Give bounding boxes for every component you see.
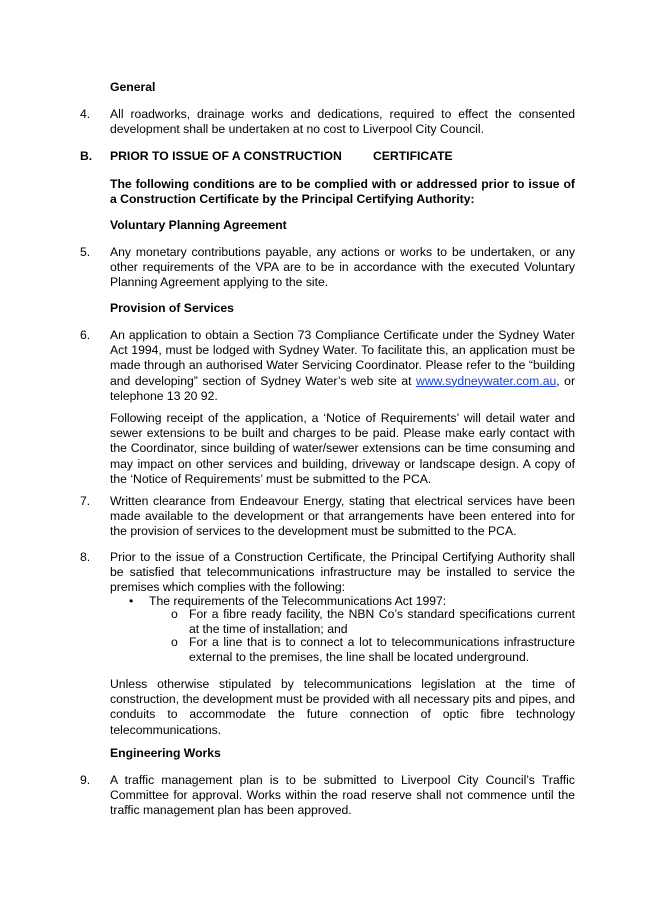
section-b-intro: The following conditions are to be complied with or addressed prior to issue of a Construction Certificate by the Principal Certifying Authority:	[110, 177, 575, 207]
sub-bullet-marker-1: o	[171, 607, 178, 621]
item-7-text: Written clearance from Endeavour Energy, stating that electrical services have been made available to the development or that arrangements have been entered into for the provision of services to the development must be submitted to the PCA.	[110, 494, 575, 539]
item-6-text-part1: An application to obtain a Section 73 Compliance Certificate under the Sydney Water Act 1994, must be lodged with Sydney Water. To facilitate this, an application must be made through an authorised Water Servicing Coordinator. Please refer to the “building and developing” section of Sydney Water’s web site at	[110, 328, 575, 388]
item-8-number: 8.	[80, 550, 91, 564]
bullet-marker: •	[129, 594, 134, 608]
item-5-text: Any monetary contributions payable, any actions or works to be undertaken, or any other requirements of the VPA are to be in accordance with the executed Voluntary Planning Agreement applying to the site.	[110, 245, 575, 290]
item-4-text: All roadworks, drainage works and dedications, required to effect the consented development shall be undertaken at no cost to Liverpool City Council.	[110, 107, 575, 137]
sub-bullet-item-fibre: For a fibre ready facility, the NBN Co’s standard specifications current at the time of installation; and	[189, 607, 575, 637]
item-6-text-part2: , or telephone 13 20 92.	[110, 373, 576, 403]
item-8-text: Prior to the issue of a Construction Certificate, the Principal Certifying Authority shall be satisfied that telecommunications infrastructure may be installed to service the premises which complies with the following:	[110, 550, 575, 595]
heading-engineering-works: Engineering Works	[110, 746, 221, 760]
heading-provision-of-services: Provision of Services	[110, 301, 234, 315]
heading-vpa: Voluntary Planning Agreement	[110, 218, 287, 232]
sub-bullet-marker-2: o	[171, 635, 178, 649]
item-6-paragraph-2: Following receipt of the application, a ‘Notice of Requirements’ will detail water and sewer extensions to be built and charges to be paid. Please make early contact with the Coordinator, since building of water/sewer extensions can be time consuming and may impact on other services and building, driveway or landscape design. A copy of the ‘Notice of Requirements’ must be submitted to the PCA.	[110, 411, 575, 486]
section-b-title-part1: PRIOR TO ISSUE OF A CONSTRUCTION	[110, 149, 342, 163]
sub-bullet-item-line: For a line that is to connect a lot to telecommunications infrastructure external to the premises, the line shall be located underground.	[189, 635, 575, 665]
sydney-water-link[interactable]: www.sydneywater.com.au	[416, 373, 557, 388]
bullet-item-telecom-act: The requirements of the Telecommunications Act 1997:	[149, 594, 447, 608]
item-7-number: 7.	[80, 494, 91, 508]
item-8-paragraph-2: Unless otherwise stipulated by telecommunications legislation at the time of construction, the development must be provided with all necessary pits and pipes, and conduits to accommodate the future connection of optic fibre technology telecommunications.	[110, 677, 575, 737]
item-6-text	[110, 328, 575, 404]
heading-general: General	[110, 80, 156, 94]
item-4-number: 4.	[80, 107, 91, 121]
section-b-title	[110, 149, 453, 164]
section-b-letter: B.	[80, 149, 93, 163]
item-5-number: 5.	[80, 245, 91, 259]
section-b-title-part2: CERTIFICATE	[373, 149, 453, 163]
item-9-number: 9.	[80, 773, 91, 787]
item-6-number: 6.	[80, 328, 91, 342]
item-9-text: A traffic management plan is to be submitted to Liverpool City Council’s Traffic Committee for approval. Works within the road reserve shall not commence until the traffic management plan has been approved.	[110, 773, 575, 818]
